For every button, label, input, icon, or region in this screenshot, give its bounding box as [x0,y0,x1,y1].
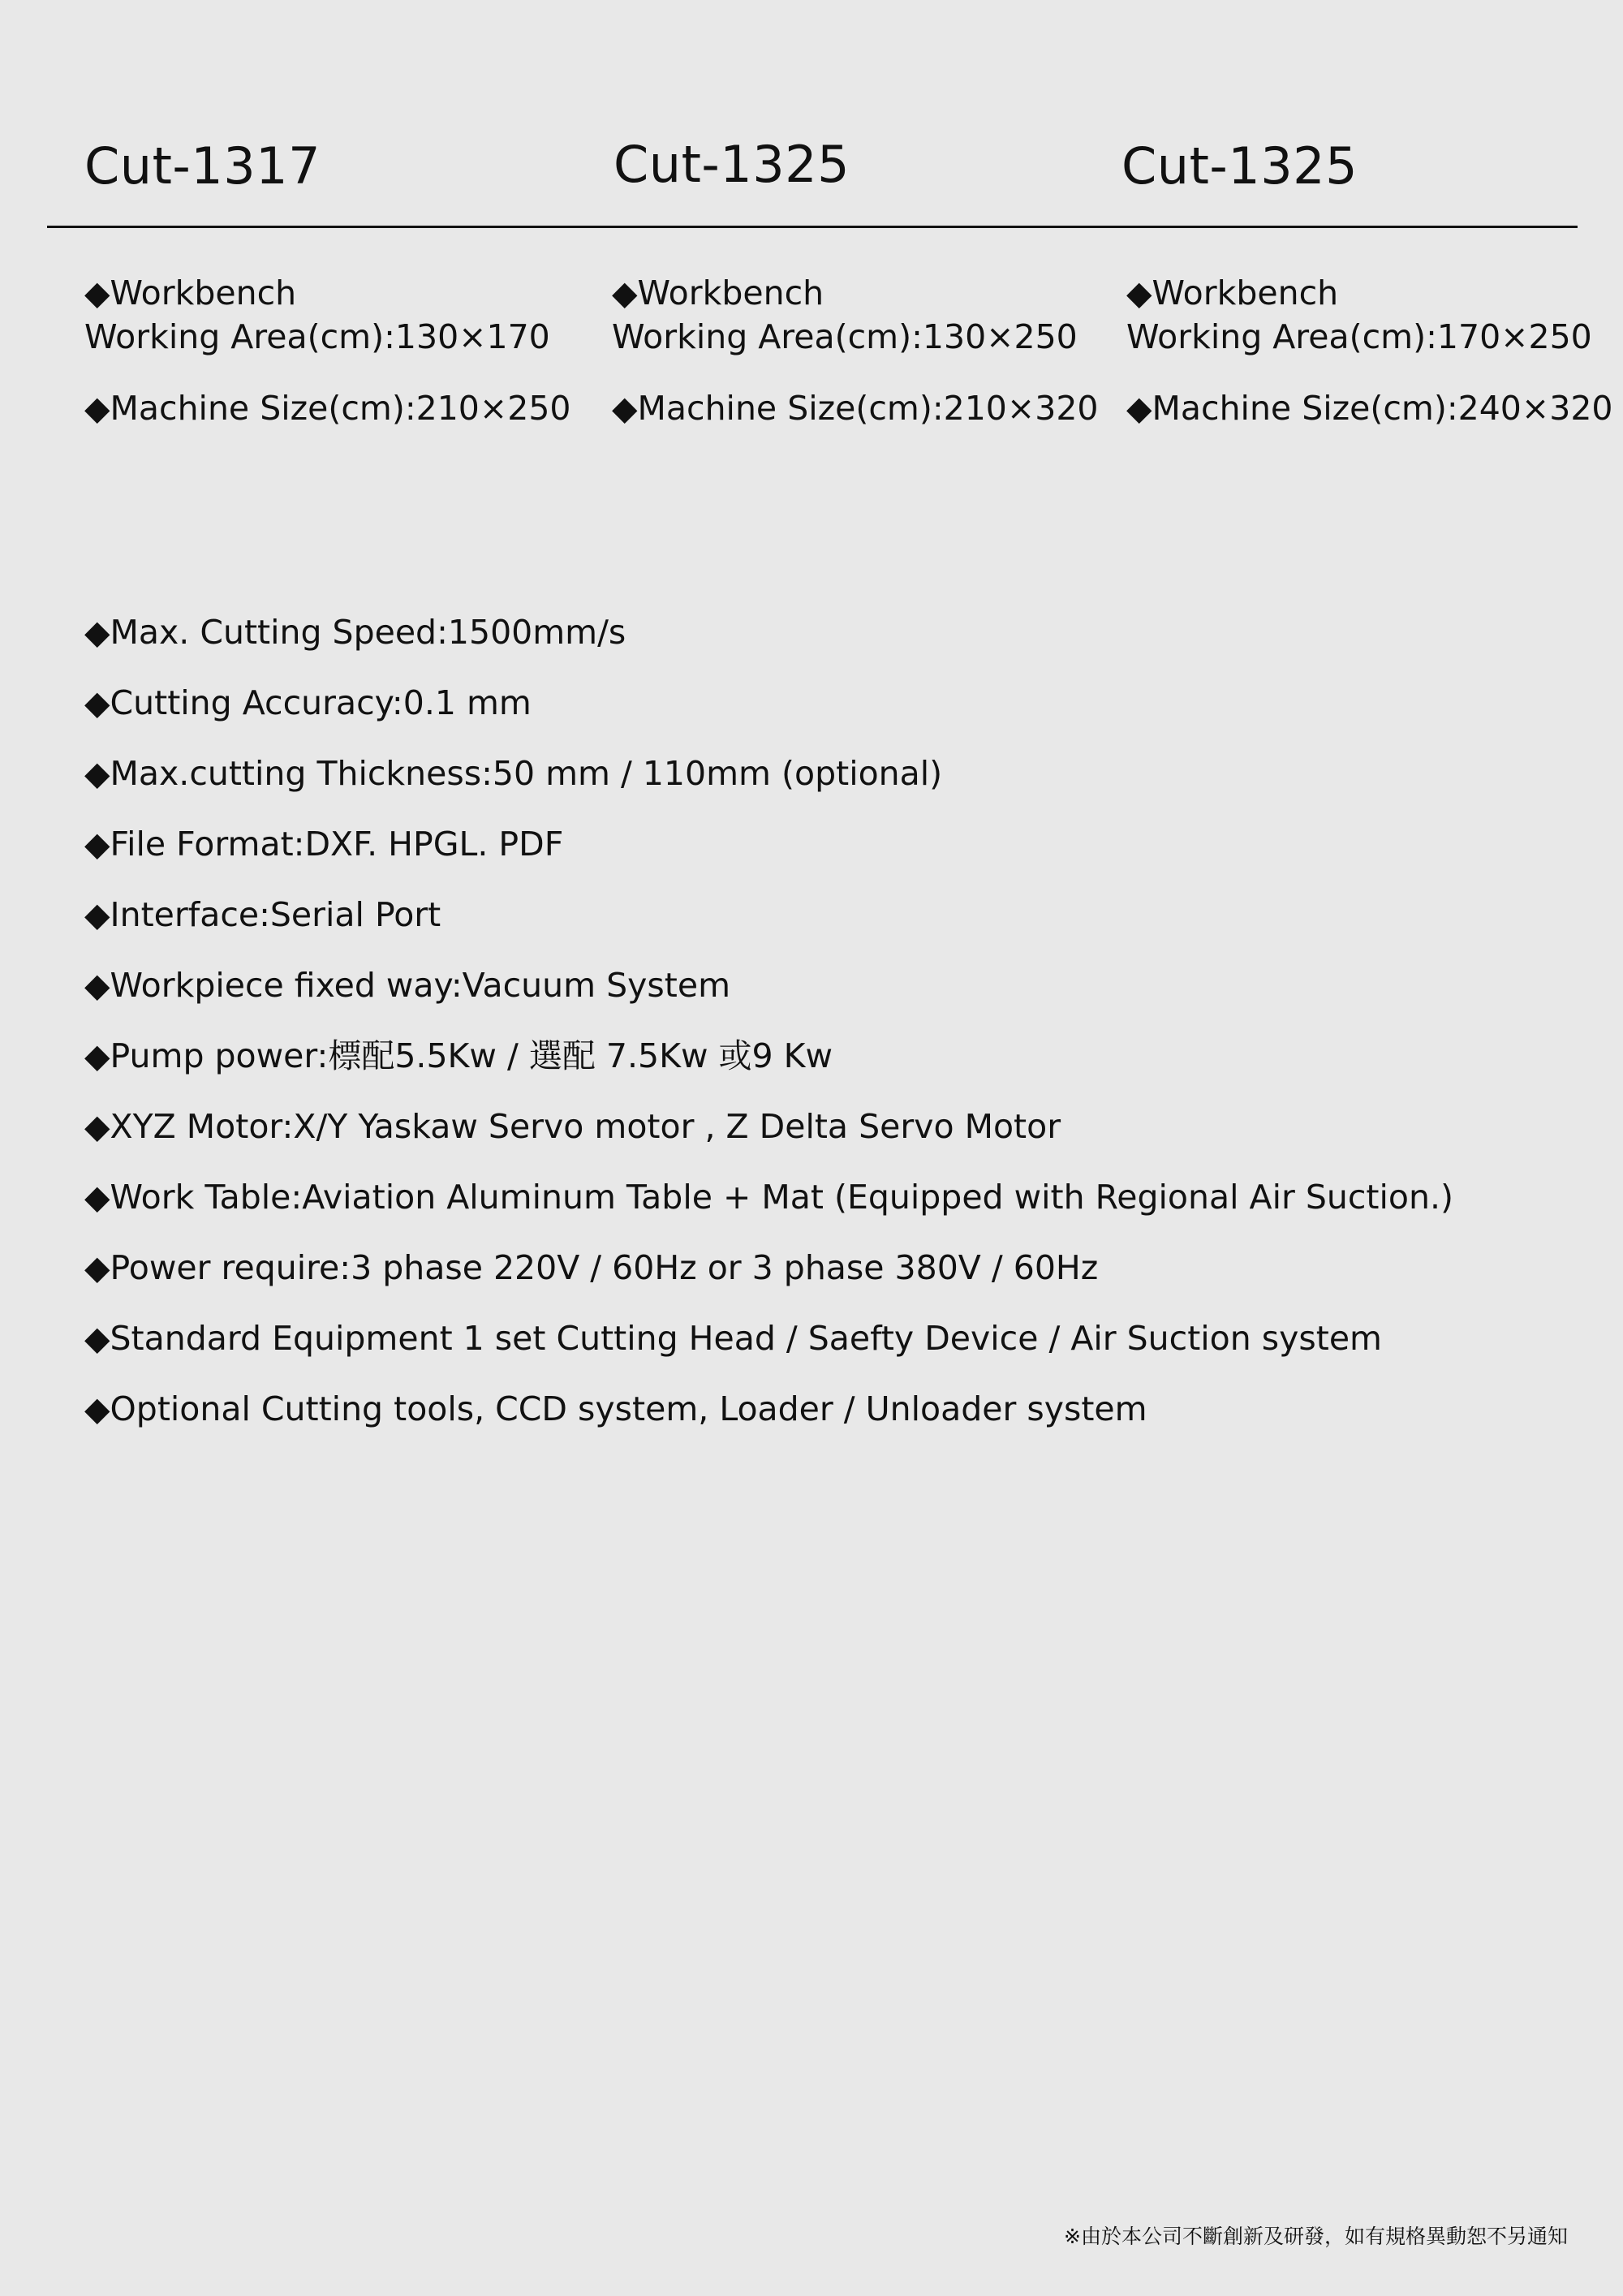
common-specs-list [84,597,1453,1445]
machine-size: ◆Machine Size(cm):240×320 [1126,389,1613,428]
spec-item: ◆Pump power:標配5.5Kw / 選配 7.5Kw 或9 Kw [84,1036,833,1075]
spec-item: ◆Interface:Serial Port [84,895,441,934]
spec-item: ◆Standard Equipment 1 set Cutting Head / Saefty Device / Air Suction system [84,1319,1382,1358]
workbench-label: ◆Workbench [84,274,297,312]
spec-item: ◆Cutting Accuracy:0.1 mm [84,683,532,722]
model-title-2: Cut-1325 [613,135,850,194]
workbench-label: ◆Workbench [612,274,824,312]
header-divider [47,226,1578,228]
spec-item: ◆Work Table:Aviation Aluminum Table + Mat (Equipped with Regional Air Suction.) [84,1178,1453,1217]
model-comparison [0,0,1623,487]
model-specs-1 [84,271,571,430]
working-area: Working Area(cm):130×250 [612,317,1078,356]
model-title-3: Cut-1325 [1121,136,1358,196]
spec-item: ◆XYZ Motor:X/Y Yaskaw Servo motor , Z Delta Servo Motor [84,1107,1061,1146]
model-specs-3 [1126,271,1613,430]
model-specs-2 [612,271,1099,430]
working-area: Working Area(cm):130×170 [84,317,550,356]
workbench-label: ◆Workbench [1126,274,1339,312]
spec-item: ◆Max.cutting Thickness:50 mm / 110mm (optional) [84,754,943,793]
spec-item: ◆Workpiece fixed way:Vacuum System [84,966,731,1005]
working-area: Working Area(cm):170×250 [1126,317,1592,356]
machine-size: ◆Machine Size(cm):210×320 [612,389,1099,428]
spec-item: ◆Optional Cutting tools, CCD system, Loader / Unloader system [84,1389,1147,1428]
machine-size: ◆Machine Size(cm):210×250 [84,389,571,428]
footer-disclaimer: ※由於本公司不斷創新及研發，如有規格異動恕不另通知 [1064,2225,1568,2248]
spec-item: ◆File Format:DXF. HPGL. PDF [84,825,564,864]
spec-item: ◆Max. Cutting Speed:1500mm/s [84,613,626,652]
model-title-1: Cut-1317 [84,136,321,196]
spec-item: ◆Power require:3 phase 220V / 60Hz or 3 phase 380V / 60Hz [84,1248,1099,1287]
